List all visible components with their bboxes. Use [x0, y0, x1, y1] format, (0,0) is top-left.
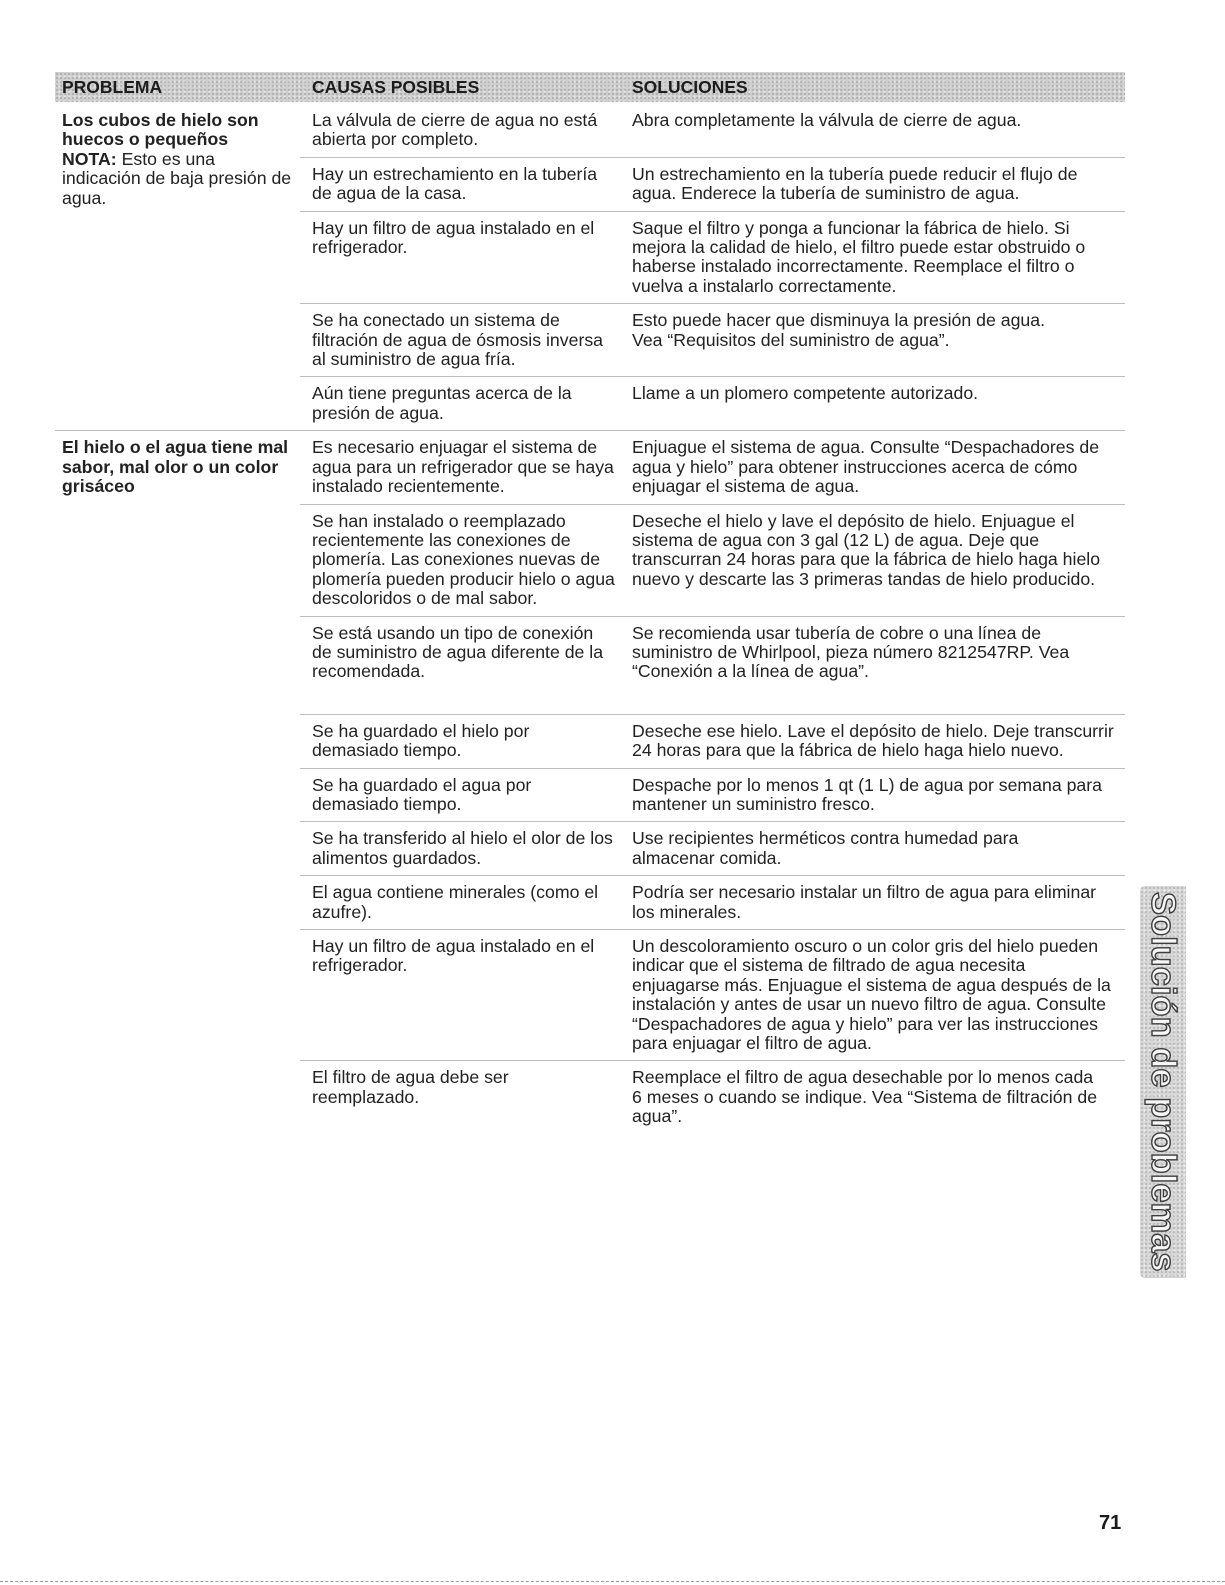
- cause-cell: El agua contiene minerales (como el azufre).: [312, 882, 599, 922]
- table-row: [300, 104, 1125, 158]
- solution-cell: Llame a un plomero competente autorizado.: [632, 383, 979, 404]
- cause-cell: Hay un estrechamiento en la tubería de agua de la casa.: [312, 163, 598, 204]
- section-tab-label: Solución de problemas: [1144, 892, 1182, 1272]
- cause-solution-rows: [300, 104, 1125, 430]
- page-number: 71: [1099, 1512, 1122, 1534]
- note-text: Esto es una indicación de baja presión de agua.: [62, 148, 292, 208]
- problem-cell: [55, 431, 300, 1133]
- cause-cell: Es necesario enjuagar el sistema de agua para un refrigerador que se haya instalado recientemente.: [312, 437, 614, 497]
- problem-group: [55, 431, 1125, 1133]
- solution-cell: Despache por lo menos 1 qt (1 L) de agua por semana para mantener un suministro fresco.: [632, 774, 1102, 814]
- solution-cell: Abra completamente la válvula de cierre de agua.: [632, 110, 1022, 130]
- problem-title: El hielo o el agua tiene mal sabor, mal olor o un color grisáceo: [62, 437, 289, 497]
- cause-cell: Se ha conectado un sistema de filtración de agua de ósmosis inversa al suministro de agua fría.: [312, 310, 604, 370]
- header-solutions: SOLUCIONES: [632, 77, 748, 97]
- table-row: [300, 505, 1125, 617]
- solution-cell: Se recomienda usar tubería de cobre o una línea de suministro de Whirlpool, pieza número 8212547RP. Vea “Conexión a la línea de agua”.: [632, 622, 1070, 682]
- cause-cell: Se han instalado o reemplazado recientemente las conexiones de plomería. Las conexiones nuevas de plomería pueden producir hielo o agua descoloridos o de mal sabor.: [312, 510, 615, 609]
- table-row: [300, 822, 1125, 876]
- problem-cell: [55, 104, 300, 430]
- solution-cell: Enjuague el sistema de agua. Consulte “Despachadores de agua y hielo” para obtener instrucciones acerca de cómo enjuagar el sistema de agua.: [632, 437, 1100, 497]
- cause-cell: Se ha guardado el agua por demasiado tiempo.: [312, 774, 532, 814]
- solution-cell: Esto puede hacer que disminuya la presión de agua. Vea “Requisitos del suministro de agua”.: [632, 310, 1045, 350]
- cause-cell: El filtro de agua debe ser reemplazado.: [312, 1067, 509, 1107]
- cause-cell: Hay un filtro de agua instalado en el refrigerador.: [312, 217, 595, 258]
- troubleshooting-table: [55, 72, 1125, 1134]
- table-row: [300, 769, 1125, 823]
- header-causes: CAUSAS POSIBLES: [312, 77, 480, 97]
- solution-cell: Use recipientes herméticos contra humedad para almacenar comida.: [632, 828, 1019, 868]
- table-header-bar: [55, 72, 1125, 102]
- cause-cell: Aún tiene preguntas acerca de la presión de agua.: [312, 383, 572, 423]
- cause-solution-rows: [300, 431, 1125, 1133]
- table-row: [300, 377, 1125, 430]
- problem-note: [62, 150, 300, 208]
- table-row: [300, 431, 1125, 504]
- solution-cell: Un estrechamiento en la tubería puede reducir el flujo de agua. Enderece la tubería de suministro de agua.: [632, 163, 1078, 204]
- solution-cell: Podría ser necesario instalar un filtro de agua para eliminar los minerales.: [632, 882, 1097, 922]
- cause-cell: Se ha guardado el hielo por demasiado tiempo.: [312, 720, 530, 761]
- table-row: [300, 876, 1125, 930]
- cause-cell: La válvula de cierre de agua no está abierta por completo.: [312, 110, 598, 150]
- note-label: NOTA:: [62, 148, 117, 169]
- solution-cell: Un descoloramiento oscuro o un color gris del hielo pueden indicar que el sistema de filtrado de agua necesita enjuagarse más. Enjuague el sistema de agua después de la instalación y antes de usar un nuevo filtro de agua. Consulte “Despachadores de agua y hielo” para ver las instrucciones para enjuagar el filtro de agua.: [632, 936, 1111, 1054]
- solution-cell: Reemplace el filtro de agua desechable por lo menos cada 6 meses o cuando se indique. Vea “Sistema de filtración de agua”.: [632, 1067, 1098, 1127]
- solution-cell: Saque el filtro y ponga a funcionar la fábrica de hielo. Si mejora la calidad de hielo, el filtro puede estar obstruido o haberse instalado incorrectamente. Reemplace el filtro o vuelva a instalarlo correctamente.: [632, 217, 1086, 296]
- section-side-tab: [1140, 886, 1186, 1278]
- problem-group: [55, 104, 1125, 431]
- table-row: [300, 617, 1125, 715]
- problem-title: Los cubos de hielo son huecos o pequeños: [62, 110, 259, 150]
- table-row: [300, 304, 1125, 377]
- table-row: [300, 715, 1125, 769]
- solution-cell: Deseche ese hielo. Lave el depósito de hielo. Deje transcurrir 24 horas para que la fábrica de hielo haga hielo nuevo.: [632, 720, 1114, 761]
- table-row: [300, 1061, 1125, 1133]
- table-row: [300, 158, 1125, 212]
- cause-cell: Hay un filtro de agua instalado en el refrigerador.: [312, 936, 595, 976]
- table-row: [300, 212, 1125, 305]
- table-row: [300, 930, 1125, 1061]
- header-problem: PROBLEMA: [62, 77, 163, 97]
- cause-cell: Se está usando un tipo de conexión de suministro de agua diferente de la recomendada.: [312, 622, 604, 682]
- solution-cell: Deseche el hielo y lave el depósito de hielo. Enjuague el sistema de agua con 3 gal (12 L) de agua. Deje que transcurran 24 horas para que la fábrica de hielo haga hielo nuevo y descarte las 3 primeras tandas de hielo producido.: [632, 510, 1101, 589]
- page-edge-line: [0, 1581, 1225, 1582]
- cause-cell: Se ha transferido al hielo el olor de los alimentos guardados.: [312, 828, 613, 868]
